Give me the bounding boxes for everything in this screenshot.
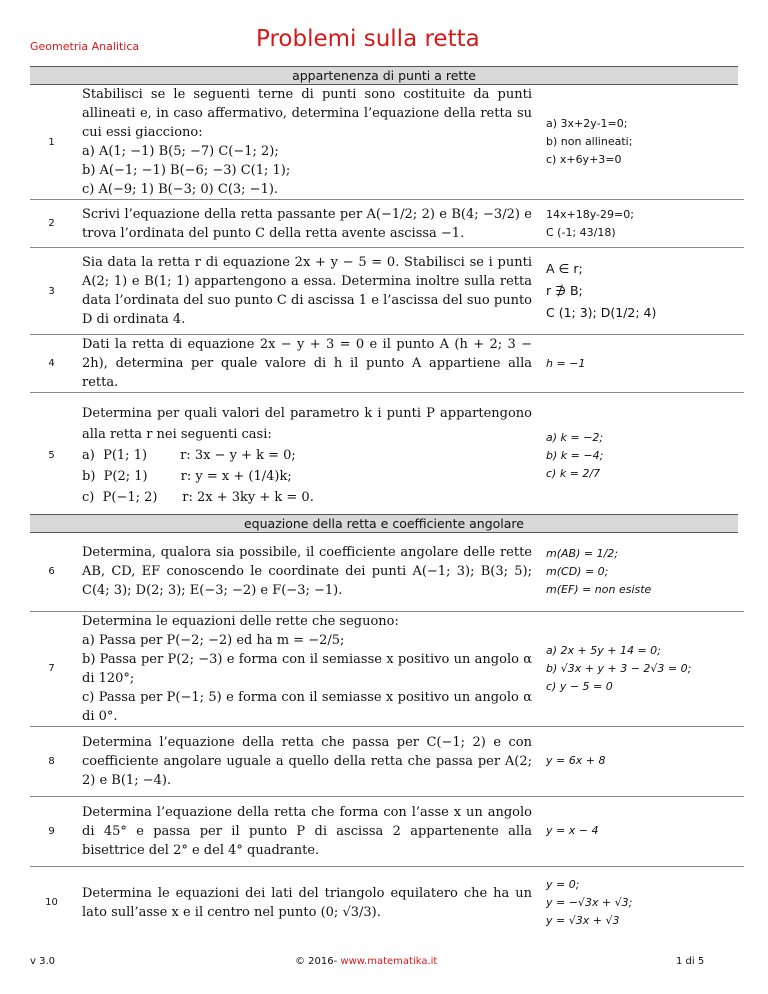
exercise-row xyxy=(30,726,744,796)
exercise-row xyxy=(30,200,744,248)
text-line: Determina, qualora sia possibile, il coefficiente angolare delle rette AB, CD, EF conoscendo le coordinate dei punti A(−1; 3); B(3; 5); C(4; 3); D(2; 3); E(−3; −2) e F(−3; −1). xyxy=(82,545,532,599)
answer-line: b) √3x + y + 3 − 2√3 = 0; xyxy=(546,661,692,675)
exercise-row xyxy=(30,335,744,393)
text-line: Determina l’equazione della retta che forma con l’asse x un angolo di 45° e passa per il punto P di ascissa 2 appartenente alla bisettrice del 2° e del 4° quadrante. xyxy=(82,804,532,858)
answer-line: m(EF) = non esiste xyxy=(546,582,652,596)
exercise-text xyxy=(73,611,537,726)
exercise-text xyxy=(73,726,537,796)
exercise-number: 6 xyxy=(48,566,55,578)
answer-line: A ∈ r; xyxy=(546,261,583,276)
text-line: b) Passa per P(2; −3) e forma con il semiasse x positivo un angolo α di 120°; xyxy=(82,651,532,686)
exercise-row xyxy=(30,85,744,200)
exercise-number: 9 xyxy=(30,796,73,866)
text-line: Stabilisci se le seguenti terne di punti sono costituite da punti allineati e, in caso affermativo, determina l’equazione della retta su cui essi giacciono: xyxy=(82,87,532,140)
answer-line: y = 6x + 8 xyxy=(546,754,606,767)
text-line: a) P(1; 1) r: 3x − y + k = 0; xyxy=(82,448,296,464)
exercise-number: 1 xyxy=(48,136,55,148)
answer-line: y = √3x + √3 xyxy=(546,913,620,927)
exercise-number: 10 xyxy=(30,866,73,939)
section-header-slope xyxy=(30,514,738,533)
exercise-answer xyxy=(537,200,744,248)
section-header-membership xyxy=(30,66,738,85)
footer-version: v 3.0 xyxy=(30,956,55,967)
answer-line: c) x+6y+3=0 xyxy=(546,153,622,166)
text-line: Determina l’equazione della retta che passa per C(−1; 2) e con coefficiente angolare uguale a quello della retta che passa per A(2; 2) e B(1; −4). xyxy=(82,734,532,788)
exercise-answer xyxy=(537,248,744,335)
copyright-text: © 2016- xyxy=(295,956,341,967)
answer-line: b) non allineati; xyxy=(546,135,633,148)
exercise-row xyxy=(30,796,744,866)
answer-line: y = −√3x + √3; xyxy=(546,895,633,909)
text-line: c) P(−1; 2) r: 2x + 3ky + k = 0. xyxy=(82,490,314,506)
answer-line: C (-1; 43/18) xyxy=(546,225,616,239)
answer-line: y = x − 4 xyxy=(546,824,599,837)
exercise-text xyxy=(73,533,537,611)
exercise-table-2 xyxy=(30,533,744,939)
exercise-number: 8 xyxy=(30,726,73,796)
exercise-text xyxy=(73,200,537,248)
text-line: Determina le equazioni dei lati del triangolo equilatero che ha un lato sull’asse x e il centro nel punto (0; √3/3). xyxy=(82,885,532,920)
section-title: appartenenza di punti a rette xyxy=(292,68,476,83)
site-link[interactable]: www.matematika.it xyxy=(340,956,438,967)
text-line: Sia data la retta r di equazione 2x + y − 5 = 0. Stabilisci se i punti A(2; 1) e B(1; 1) appartengono a essa. Determina inoltre sulla retta data l’ordinata del suo punto C di ascissa 1 e l’ascissa del suo punto D di ordinata 4. xyxy=(82,255,532,327)
exercise-number: 5 xyxy=(30,393,73,519)
text-line: c) A(−9; 1) B(−3; 0) C(3; −1). xyxy=(82,182,279,197)
page-title: Problemi sulla retta xyxy=(256,26,480,52)
footer-copyright xyxy=(295,956,437,967)
exercise-number: 2 xyxy=(30,200,73,248)
text-line: Dati la retta di equazione 2x − y + 3 = 0 e il punto A (h + 2; 3 − 2h), determina per quale valore di h il punto A appartiene alla retta. xyxy=(82,337,532,390)
answer-line: h = −1 xyxy=(546,356,586,370)
exercise-text xyxy=(73,248,537,335)
exercise-answer xyxy=(537,796,744,866)
exercise-row xyxy=(30,611,744,726)
answer-line: y = 0; xyxy=(546,877,580,891)
exercise-table-1 xyxy=(30,85,744,519)
text-line: a) A(1; −1) B(5; −7) C(−1; 2); xyxy=(82,144,279,159)
text-line: b) P(2; 1) r: y = x + (1/4)k; xyxy=(82,469,292,485)
answer-line: a) 2x + 5y + 14 = 0; xyxy=(546,643,661,657)
text-line: b) A(−1; −1) B(−6; −3) C(1; 1); xyxy=(82,163,291,178)
exercise-text xyxy=(73,796,537,866)
answer-line: c) k = 2/7 xyxy=(546,466,601,480)
exercise-number: 3 xyxy=(30,248,73,335)
exercise-answer xyxy=(537,726,744,796)
exercise-answer xyxy=(537,533,744,611)
header-subject: Geometria Analitica xyxy=(30,40,140,53)
text-line: a) Passa per P(−2; −2) ed ha m = −2/5; xyxy=(82,632,345,648)
exercise-text xyxy=(73,866,537,939)
answer-line: m(AB) = 1/2; xyxy=(546,546,618,560)
exercise-row xyxy=(30,866,744,939)
page-number: 1 di 5 xyxy=(676,956,705,967)
exercise-number: 4 xyxy=(30,335,73,393)
exercise-answer xyxy=(537,393,744,519)
text-line: Determina le equazioni delle rette che seguono: xyxy=(82,613,399,629)
answer-line: C (1; 3); D(1/2; 4) xyxy=(546,305,657,320)
text-line: Determina per quali valori del parametro k i punti P appartengono alla retta r nei seguenti casi: xyxy=(82,406,532,443)
answer-line: c) y − 5 = 0 xyxy=(546,679,613,693)
exercise-row xyxy=(30,533,744,611)
exercise-answer xyxy=(537,611,744,726)
answer-line: m(CD) = 0; xyxy=(546,564,609,578)
section-title: equazione della retta e coefficiente angolare xyxy=(243,516,524,531)
exercise-text xyxy=(73,335,537,393)
exercise-answer xyxy=(537,866,744,939)
exercise-answer xyxy=(537,335,744,393)
exercise-answer xyxy=(537,85,744,200)
exercise-text xyxy=(73,85,537,200)
exercise-text xyxy=(73,393,537,519)
answer-line: r ∌ B; xyxy=(546,283,583,298)
answer-line: a) k = −2; xyxy=(546,430,604,444)
exercise-row xyxy=(30,248,744,335)
text-line: Scrivi l’equazione della retta passante per A(−1/2; 2) e B(4; −3/2) e trova l’ordinata del punto C della retta avente ascissa −1. xyxy=(82,206,532,241)
exercise-number: 7 xyxy=(30,611,73,726)
answer-line: 14x+18y-29=0; xyxy=(546,207,634,221)
answer-line: a) 3x+2y-1=0; xyxy=(546,117,628,130)
exercise-row xyxy=(30,393,744,519)
answer-line: b) k = −4; xyxy=(546,448,604,462)
text-line: c) Passa per P(−1; 5) e forma con il semiasse x positivo un angolo α di 0°. xyxy=(82,689,532,724)
